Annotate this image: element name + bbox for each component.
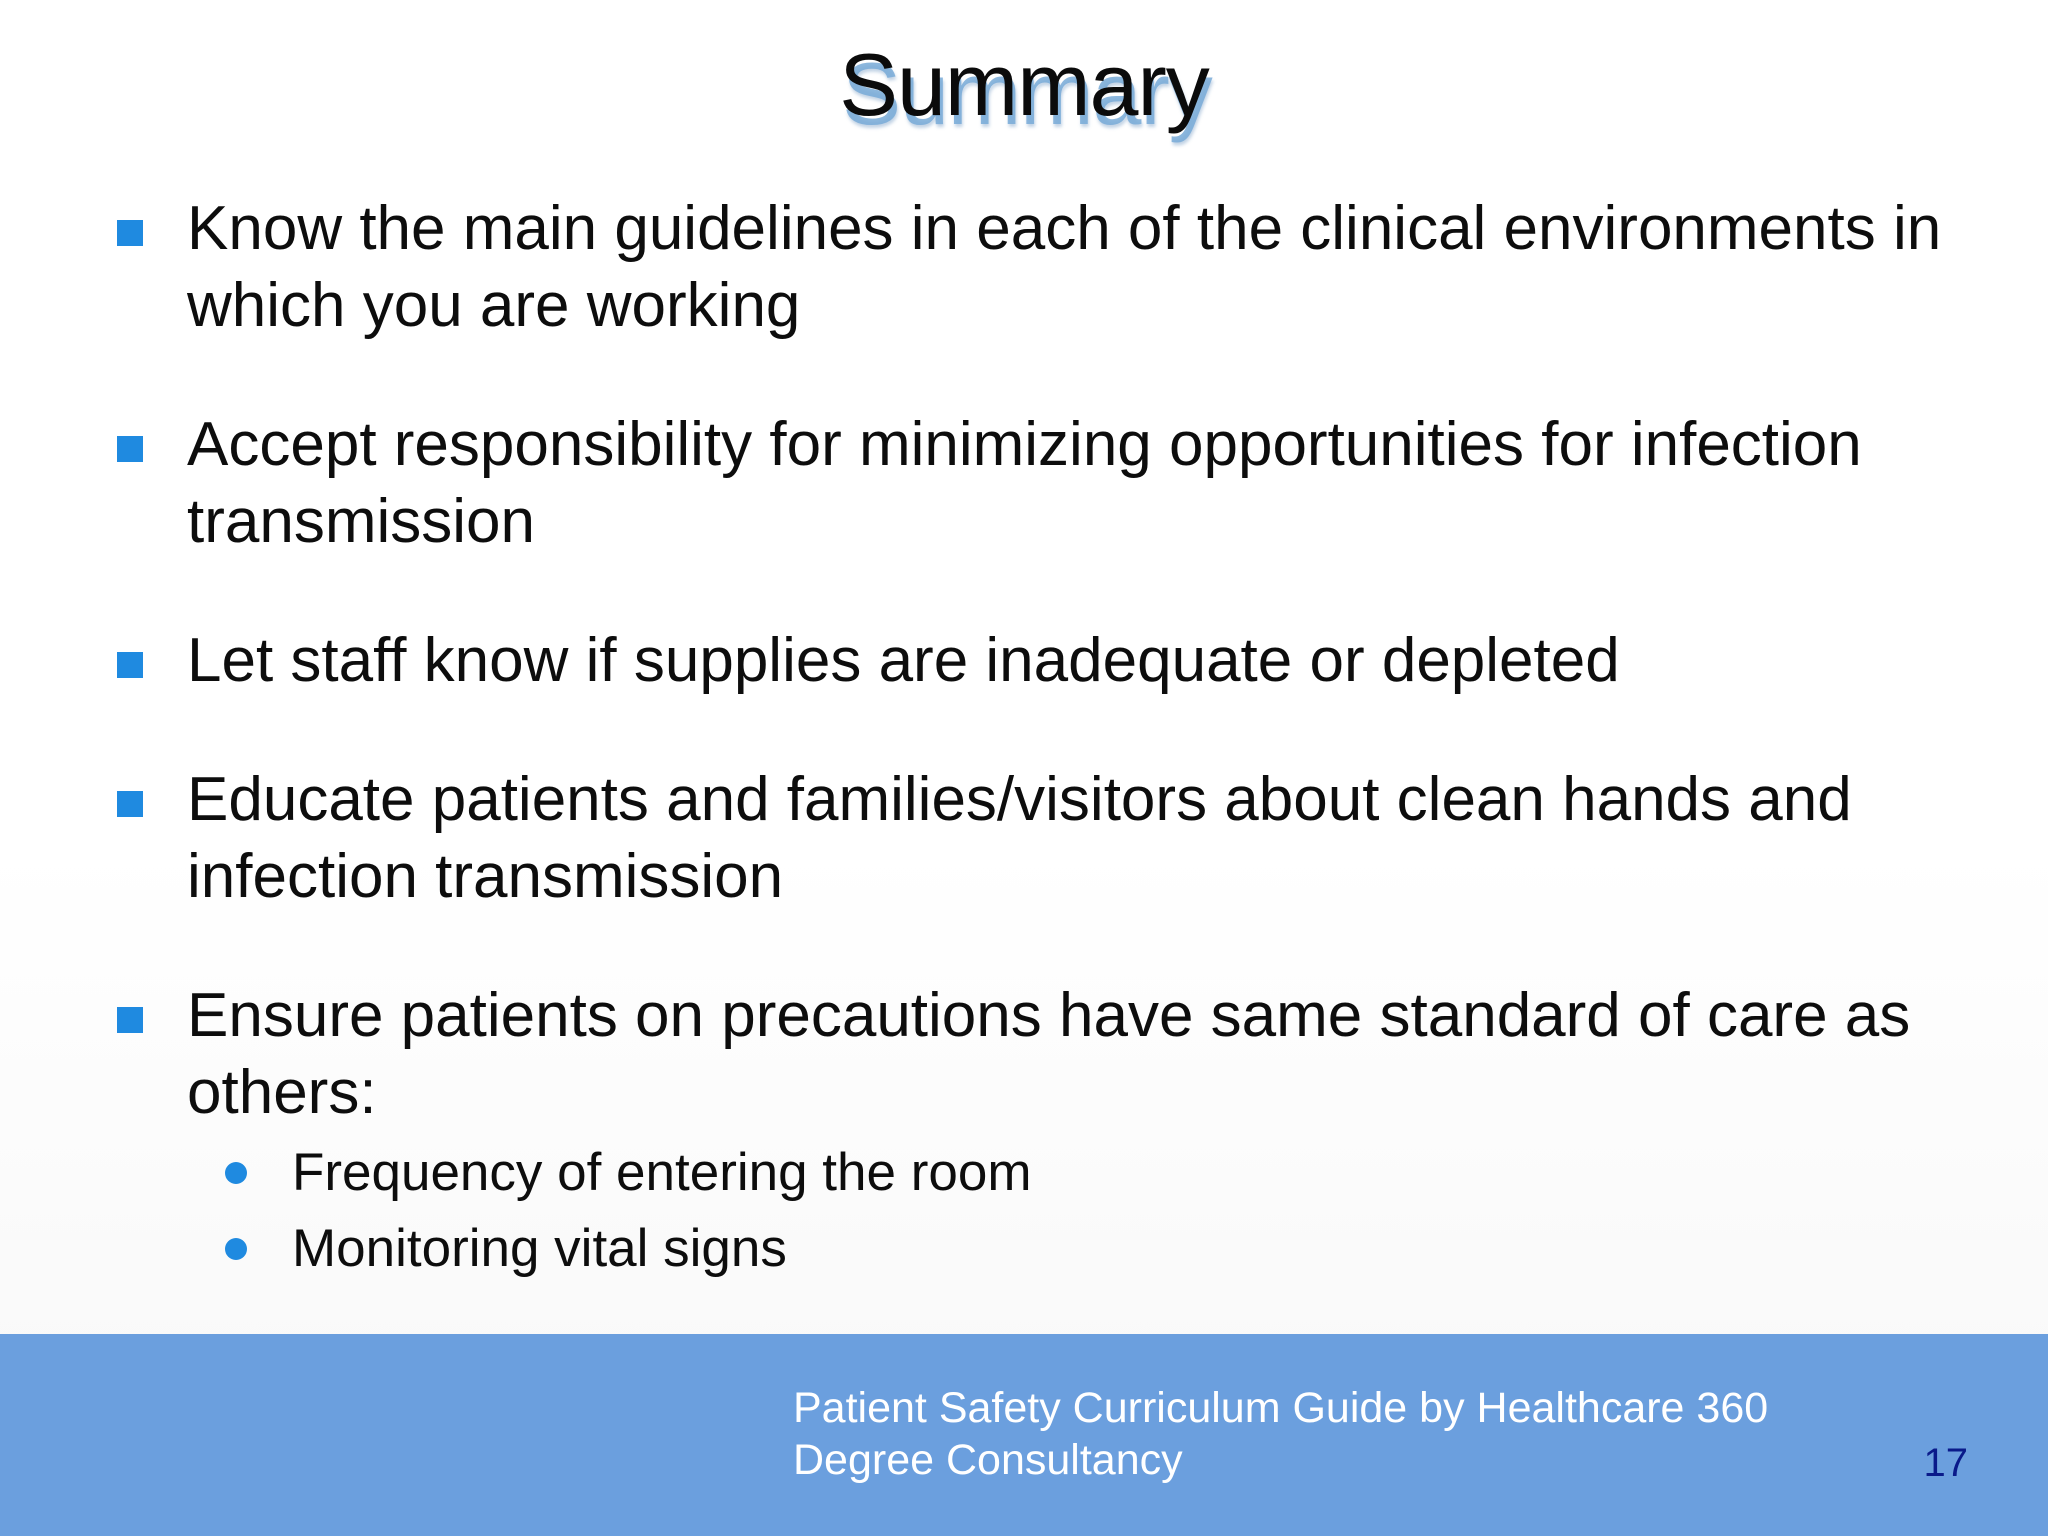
square-bullet-icon xyxy=(117,652,143,678)
square-bullet-icon xyxy=(117,220,143,246)
bullet-text: Ensure patients on precautions have same standard of care as others: xyxy=(187,981,1911,1127)
bullet-text: Know the main guidelines in each of the clinical environments in which you are working xyxy=(187,194,1942,340)
bullet-item xyxy=(115,761,1945,915)
sub-bullet-text: Frequency of entering the room xyxy=(292,1143,1032,1202)
square-bullet-icon xyxy=(117,791,143,817)
bullet-text: Let staff know if supplies are inadequate or depleted xyxy=(187,626,1620,695)
bullet-item xyxy=(115,190,1945,344)
round-bullet-icon xyxy=(225,1238,247,1260)
bullet-item xyxy=(115,977,1945,1287)
bullet-item xyxy=(115,622,1945,699)
sub-bullet-item xyxy=(187,1135,1945,1211)
footer-line-2: Degree Consultancy xyxy=(793,1436,1183,1484)
title-area xyxy=(0,30,2048,170)
square-bullet-icon xyxy=(117,436,143,462)
page-number: 17 xyxy=(1923,1441,1968,1485)
square-bullet-icon xyxy=(117,1007,143,1033)
slide-title: Summary xyxy=(839,35,1209,134)
footer-caption xyxy=(793,1382,1793,1486)
footer-line-1: Patient Safety Curriculum Guide by Healthcare 360 xyxy=(793,1384,1769,1432)
sub-bullet-item xyxy=(187,1211,1945,1287)
bullet-text: Accept responsibility for minimizing opportunities for infection transmission xyxy=(187,410,1862,556)
bullet-item xyxy=(115,406,1945,560)
sub-bullet-list xyxy=(187,1135,1945,1287)
footer-bar xyxy=(0,1334,2048,1536)
bullet-list xyxy=(115,190,1945,1287)
sub-bullet-text: Monitoring vital signs xyxy=(292,1219,787,1278)
round-bullet-icon xyxy=(225,1162,247,1184)
bullet-text: Educate patients and families/visitors about clean hands and infection transmission xyxy=(187,765,1852,911)
